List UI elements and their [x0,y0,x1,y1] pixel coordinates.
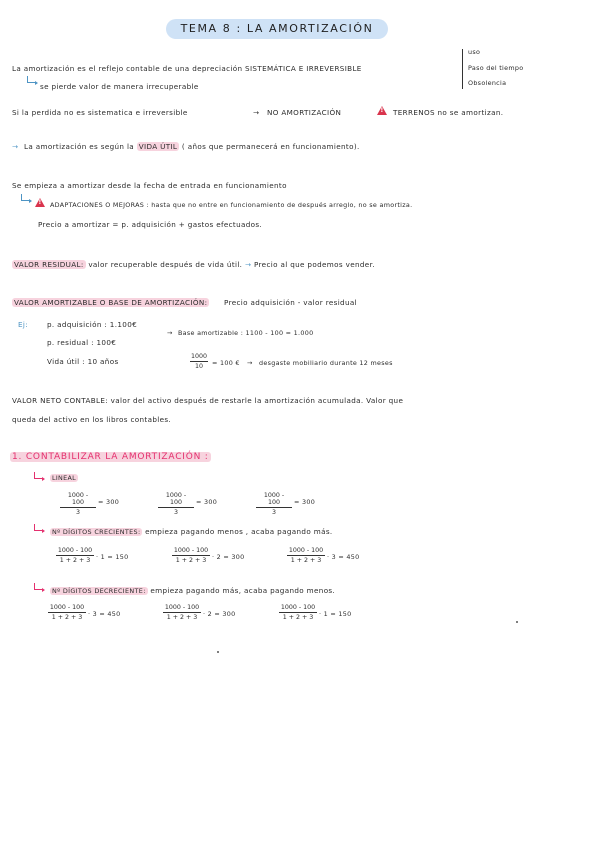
fraction-numerator: 1000 - 100 [60,492,96,508]
residual-line [12,260,375,269]
neto-line-1: VALOR NETO CONTABLE: valor del activo después de restarle la amortización acumulada. Valor que [12,396,404,405]
reason-obsolencia: Obsolencia [468,79,507,87]
useful-life-line [24,142,360,151]
reasons-brace [462,49,467,89]
fraction-denominator: 1 + 2 + 3 [175,557,207,564]
crecientes-fraction-2 [172,547,210,564]
ej-label: Ej: [18,320,29,329]
p-adquisicion: p. adquisición : 1.100€ [47,320,138,329]
right-arrow-icon: → [12,142,19,151]
valor-residual-text: valor recuperable después de vida útil. [88,260,243,269]
fraction-numerator: 1000 - 100 [49,604,85,611]
fraction-result: = 100 € [212,359,240,367]
crecientes-result-3: · 3 = 450 [327,553,360,561]
lineal-result-2: = 300 [196,498,218,506]
decreciente-result-2: · 2 = 300 [203,610,236,618]
lineal-label: LINEAL [52,474,76,482]
base-line [12,298,357,307]
intro-line-1: La amortización es el reflejo contable de una depreciación SISTEMÁTICA E IRREVERSIBLE [12,64,362,73]
section-1-title: 1. CONTABILIZAR LA AMORTIZACIÓN : [12,452,209,462]
terrenos-warning: TERRENOS no se amortizan. [393,108,504,117]
base-calc: Base amortizable : 1100 - 100 = 1.000 [178,329,314,337]
no-amortizacion: NO AMORTIZACIÓN [267,108,342,117]
warning-icon [35,198,45,207]
vida-util-highlight: VIDA ÚTIL [138,142,178,151]
crecientes-label: Nº DÍGITOS CRECIENTES: [52,528,141,536]
fraction-denominator: 1 + 2 + 3 [290,557,322,564]
lineal-fraction-3 [256,492,292,516]
fraction-denominator: 10 [194,363,203,370]
useful-life-prefix: La amortización es según la [24,142,135,151]
right-arrow-icon: → [247,359,253,367]
crecientes-fraction-3 [287,547,325,564]
fraction-text: desgaste mobiliario durante 12 meses [259,359,393,367]
crecientes-line [50,527,333,536]
fraction-numerator: 1000 - 100 [288,547,324,554]
fraction-numerator: 1000 - 100 [57,547,93,554]
hook-arrow-icon [34,472,42,479]
useful-life-suffix: ( años que permanecerá en funcionamiento). [181,142,360,151]
lineal-result-3: = 300 [294,498,316,506]
crecientes-fraction-1 [56,547,94,564]
fraction-denominator: 1 + 2 + 3 [166,614,198,621]
vida-util: Vida útil : 10 años [47,357,119,366]
reason-tiempo: Paso del tiempo [468,64,524,72]
crecientes-desc: empieza pagando menos , acaba pagando más. [145,527,333,536]
decreciente-fraction-2 [163,604,201,621]
start-line: Se empieza a amortizar desde la fecha de entrada en funcionamiento [12,181,287,190]
pen-dot [217,651,219,653]
base-label: VALOR AMORTIZABLE O BASE DE AMORTIZACIÓN: [14,298,208,307]
p-residual: p. residual : 100€ [47,338,117,347]
hook-arrow-icon [34,583,42,590]
fraction-denominator: 3 [75,509,80,516]
lineal-fraction-1 [60,492,96,516]
hook-arrow-icon [34,524,42,531]
lineal-fraction-2 [158,492,194,516]
decreciente-label: Nº DÍGITOS DECRECIENTE: [52,587,146,595]
hook-arrow-icon [27,76,35,83]
fraction-denominator: 1 + 2 + 3 [282,614,314,621]
fraction-numerator: 1000 - 100 [164,604,200,611]
decreciente-result-3: · 1 = 150 [319,610,352,618]
non-systematic-text: Si la perdida no es sistematica e irreversible [12,108,188,117]
fraction-denominator: 3 [271,509,276,516]
decreciente-desc: empieza pagando más, acaba pagando menos. [150,586,336,595]
valor-residual-label: VALOR RESIDUAL: [14,260,84,269]
intro-line-2: se pierde valor de manera irrecuperable [40,82,199,91]
crecientes-result-1: · 1 = 150 [96,553,129,561]
fraction-numerator: 1000 - 100 [280,604,316,611]
crecientes-result-2: · 2 = 300 [212,553,245,561]
decreciente-line [50,586,335,595]
decreciente-result-1: · 3 = 450 [88,610,121,618]
right-arrow-icon: → [244,260,252,269]
warning-icon [377,106,387,115]
pen-dot [516,621,518,623]
adaptaciones-line: ADAPTACIONES O MEJORAS : hasta que no entre en funcionamiento de después arreglo, no se amortiza. [50,201,413,209]
fraction-numerator: 1000 - 100 [158,492,194,508]
valor-residual-arrow-text: Precio al que podemos vender. [253,260,375,269]
fraction-numerator: 1000 [191,353,208,360]
fraction-denominator: 3 [173,509,178,516]
page-title: TEMA 8 : LA AMORTIZACIÓN [166,19,388,39]
right-arrow-icon: → [167,329,173,337]
fraction-numerator: 1000 - 100 [256,492,292,508]
fraction-numerator: 1000 - 100 [173,547,209,554]
precio-amortizar-line: Precio a amortizar = p. adquisición + gastos efectuados. [38,220,263,229]
base-fraction [190,353,208,370]
reason-uso: uso [468,48,481,56]
hook-arrow-icon [21,194,29,201]
fraction-denominator: 1 + 2 + 3 [59,557,91,564]
base-formula: Precio adquisición - valor residual [224,298,357,307]
neto-line-2: queda del activo en los libros contables. [12,415,172,424]
lineal-result-1: = 300 [98,498,120,506]
decreciente-fraction-1 [48,604,86,621]
fraction-denominator: 1 + 2 + 3 [51,614,83,621]
decreciente-fraction-3 [279,604,317,621]
right-arrow-icon: → [253,108,260,117]
